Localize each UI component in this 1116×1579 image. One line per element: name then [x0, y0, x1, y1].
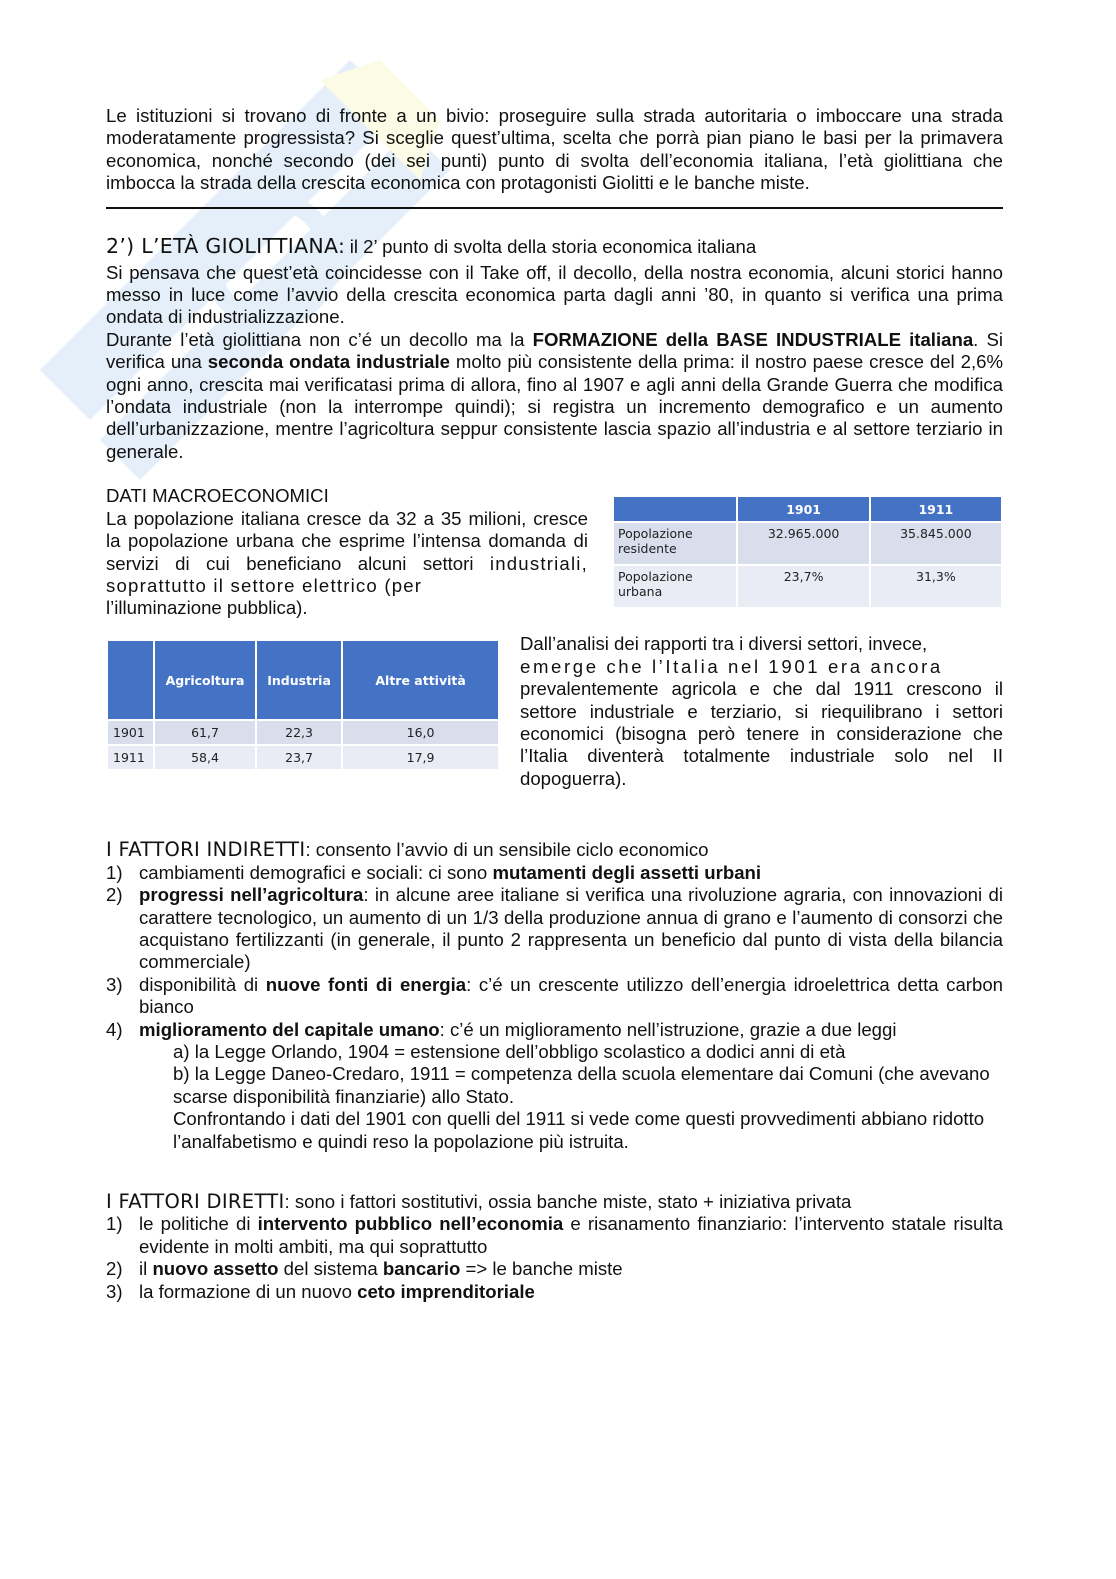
table-cell: 16,0 [342, 720, 499, 745]
list-text: : c’é un miglioramento nell’istruzione, grazie a due leggi [439, 1018, 897, 1040]
section-divider [106, 207, 1003, 209]
list-number: 3) [106, 973, 123, 995]
population-table [612, 495, 1003, 609]
table-header: Altre attività [342, 640, 499, 720]
diretti-heading [106, 1191, 1003, 1213]
list-bold: ceto imprenditoriale [357, 1280, 535, 1302]
list-text: : in alcune aree italiane si verifica una rivoluzione agraria, con innovazioni di carattere tecnologico, un aumento di un 1/3 della produzione annua di grano e l’aumento di consorzi che acquistano fertilizzanti (in generale, il punto 2 rappresenta un beneficio dal punto di vista della bilancia commerciale) [139, 884, 1003, 973]
p2-bold-1: FORMAZIONE della BASE INDUSTRIALE italiana [532, 328, 974, 350]
list-bold: nuove fonti di energia [265, 973, 467, 995]
table-header [107, 640, 154, 720]
table-header: Agricoltura [154, 640, 256, 720]
table-row [613, 522, 1002, 565]
document-page [106, 105, 1003, 1303]
section-paragraph-2 [106, 329, 1003, 463]
indiretti-section [106, 839, 1003, 1153]
indiretti-heading [106, 839, 1003, 861]
table-cell-label: Popolazione residente [613, 522, 737, 565]
list-item [106, 1213, 1003, 1258]
diretti-title: I FATTORI DIRETTI [106, 1189, 285, 1213]
sectors-text-b: emerge che l’Italia nel 1901 era ancora [520, 655, 943, 677]
sub-item-a: a) la Legge Orlando, 1904 = estensione dell’obbligo scolastico a dodici anni di età [173, 1040, 846, 1062]
table-row [107, 745, 499, 770]
table-cell: 58,4 [154, 745, 256, 770]
sectors-text-column [520, 633, 1003, 790]
table-cell: 23,7% [737, 565, 869, 608]
list-text: del sistema [278, 1258, 383, 1280]
macro-heading: DATI MACROECONOMICI [106, 485, 329, 507]
list-text: il [139, 1258, 153, 1280]
section-heading [106, 233, 1003, 262]
sectors-block [106, 633, 1003, 803]
list-text: la formazione di un nuovo [139, 1280, 358, 1302]
list-number: 1) [106, 1213, 123, 1235]
table-row [613, 565, 1002, 608]
diretti-title-rest: : sono i fattori sostitutivi, ossia banche miste, stato + iniziativa privata [284, 1190, 852, 1212]
table-cell-year: 1901 [107, 720, 154, 745]
indiretti-title-rest: : consento l’avvio di un sensibile ciclo economico [305, 839, 709, 861]
list-number: 4) [106, 1018, 123, 1040]
list-item [106, 1258, 1003, 1280]
list-text: disponibilità di [139, 973, 266, 995]
sectors-text-c: prevalentemente agricola e che dal 1911 crescono il settore industriale e terziario, si riequilibrano i settori economici (bisogna però tenere in considerazione che l’Italia diventerà totalmente industriale solo nel II dopoguerra). [520, 678, 1003, 789]
list-bold: mutamenti degli assetti urbani [492, 861, 762, 883]
list-bold: nuovo assetto [152, 1258, 279, 1280]
list-bold: miglioramento del capitale umano [139, 1018, 440, 1040]
table-cell: 23,7 [256, 745, 342, 770]
p2-text-a: Durante l’età giolittiana non c’é un decollo ma la [106, 328, 533, 350]
section-paragraph-1: Si pensava che quest’età coincidesse con il Take off, il decollo, della nostra economia, alcuni storici hanno messo in luce come l’avvio della crescita economica parta dagli anni ’80, in quanto si verifica una prima ondata di industrializzazione. [106, 261, 1003, 328]
list-item [106, 862, 1003, 884]
table-cell: 61,7 [154, 720, 256, 745]
p2-text-c: . Si verifica una [106, 328, 1003, 373]
table-cell: 35.845.000 [870, 522, 1002, 565]
section-title: 2’) L’ETÀ GIOLITTIANA: [106, 233, 346, 258]
p2-text-d: molto più consistente della prima: il nostro paese cresce del 2,6% ogni anno, crescita mai verificatasi prima di allora, fino al 1907 e agli anni della Grande Guerra che modifica l’ondata industriale (non la interrompe quindi); si registra un incremento demografico e un aumento dell’urbanizzazione, mentre l’agricoltura seppur consistente lascia spazio all’industria e al settore terziario in generale. [106, 351, 1003, 462]
intro-paragraph: Le istituzioni si trovano di fronte a un bivio: proseguire sulla strada autoritaria o imboccare una strada moderatamente progressista? Si sceglie quest’ultima, scelta che porrà pian piano le basi per la primavera economica, nonché secondo (dei sei punti) punto di svolta dell’economia italiana, l’età giolittiana che imbocca la strada della crescita economica con protagonisti Giolitti e le banche miste. [106, 105, 1003, 194]
macro-text-c: l’illuminazione pubblica). [106, 597, 308, 619]
macro-text-a: La popolazione italiana cresce da 32 a 35 milioni, cresce la popolazione urbana che esprime l’intensa domanda di servizi di cui beneficiano alcuni settori [106, 507, 588, 574]
macro-text-column [106, 485, 588, 619]
list-item [106, 884, 1003, 974]
list-bold: progressi nell’agricoltura [139, 884, 364, 906]
list-number: 2) [106, 884, 123, 906]
table-cell-year: 1911 [107, 745, 154, 770]
list-number: 1) [106, 861, 123, 883]
list-item [106, 1281, 1003, 1303]
macro-text-b: industriali, soprattutto il settore elettrico (per [106, 552, 588, 596]
list-text: : c’é un crescente utilizzo dell’energia idroelettrica detta carbon bianco [139, 973, 1004, 1018]
table-header-row [107, 640, 499, 720]
list-number: 3) [106, 1280, 123, 1302]
section-subtitle: il 2’ punto di svolta della storia economica italiana [349, 235, 757, 257]
sub-item-c: Confrontando i dati del 1901 con quelli del 1911 si vede come questi provvedimenti abbiano ridotto l’analfabetismo e quindi reso la popolazione più istruita. [173, 1108, 985, 1152]
macro-block [106, 485, 1003, 619]
diretti-section [106, 1191, 1003, 1303]
sectors-text-a: Dall’analisi dei rapporti tra i diversi settori, invece, [520, 633, 928, 655]
table-cell-label: Popolazione urbana [613, 565, 737, 608]
list-number: 2) [106, 1258, 123, 1280]
indiretti-title: I FATTORI INDIRETTI [106, 838, 306, 862]
table-cell: 31,3% [870, 565, 1002, 608]
list-item [106, 974, 1003, 1019]
table-header: 1901 [737, 496, 869, 522]
sectors-table [106, 639, 500, 771]
list-bold: intervento pubblico nell’economia [257, 1213, 564, 1235]
list-text: e risanamento finanziario: l’intervento statale risulta evidente in molti ambiti, ma qui soprattutto [139, 1213, 1004, 1257]
table-header: Industria [256, 640, 342, 720]
indiretti-list [106, 862, 1003, 1041]
macro-paragraph [106, 508, 588, 620]
table-header [613, 496, 737, 522]
list-text: le politiche di [139, 1213, 258, 1235]
sectors-paragraph [520, 633, 1003, 790]
sub-item-b: b) la Legge Daneo-Credaro, 1911 = competenza della scuola elementare dai Comuni (che avevano scarse disponibilità finanziarie) allo Stato. [173, 1063, 990, 1107]
table-cell: 17,9 [342, 745, 499, 770]
table-cell: 32.965.000 [737, 522, 869, 565]
list-text: cambiamenti demografici e sociali: ci sono [139, 861, 493, 883]
table-header: 1911 [870, 496, 1002, 522]
table-cell: 22,3 [256, 720, 342, 745]
table-row [107, 720, 499, 745]
list-text: => le banche miste [460, 1258, 623, 1280]
table-header-row [613, 496, 1002, 522]
list-item [106, 1019, 1003, 1041]
diretti-list [106, 1213, 1003, 1303]
list-bold: bancario [382, 1258, 461, 1280]
p2-bold-2: seconda ondata industriale [207, 351, 451, 373]
